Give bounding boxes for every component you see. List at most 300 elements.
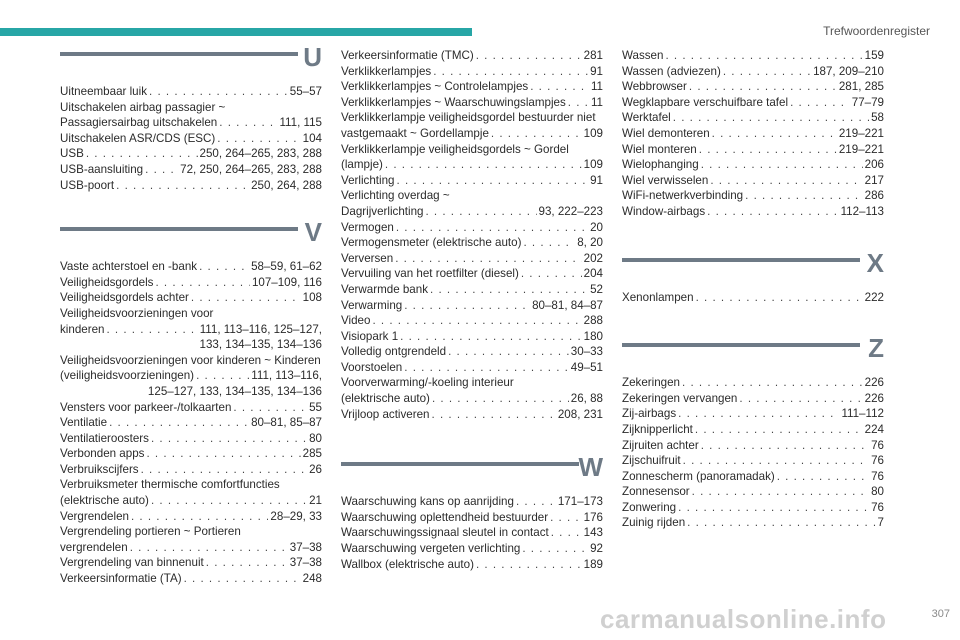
index-entry xyxy=(60,493,322,509)
section-letter: V xyxy=(304,217,322,248)
leader-dots xyxy=(396,220,588,236)
index-entry xyxy=(341,220,603,236)
index-entry xyxy=(622,453,884,469)
entry-term: Verlichting xyxy=(341,173,395,187)
section-W xyxy=(341,452,603,572)
entry-term: Zuinig rijden xyxy=(622,516,686,530)
index-column-2 xyxy=(341,48,603,602)
leader-dots xyxy=(130,540,288,556)
section-letter: W xyxy=(578,452,603,483)
entry-pages: 7 xyxy=(877,516,884,530)
page-number: 307 xyxy=(931,608,950,620)
section-header-U xyxy=(60,42,322,76)
index-entry xyxy=(622,391,884,407)
entry-term: kinderen xyxy=(60,322,105,336)
entry-list-V xyxy=(60,259,322,586)
leader-dots xyxy=(689,79,837,95)
leader-dots xyxy=(530,79,589,95)
leader-dots xyxy=(712,126,837,142)
entry-term: Vergrendeling van binnenuit xyxy=(60,556,204,570)
entry-pages: 37–38 xyxy=(289,540,322,554)
leader-dots xyxy=(219,115,277,131)
index-entry-line: Veiligheidsvoorzieningen voor xyxy=(60,306,214,320)
index-entry xyxy=(60,555,322,571)
leader-dots xyxy=(723,64,811,80)
entry-list-Z xyxy=(622,375,884,531)
leader-dots xyxy=(404,360,569,376)
entry-pages: 248 xyxy=(302,572,322,586)
section-rule xyxy=(622,258,860,262)
entry-pages: 111, 115 xyxy=(279,116,322,130)
entry-list-U xyxy=(60,84,322,193)
entry-list-W-cont xyxy=(622,48,884,220)
entry-pages: 219–221 xyxy=(838,142,884,156)
entry-term: Waarschuwing vergeten verlichting xyxy=(341,542,521,556)
index-entry xyxy=(60,259,322,275)
entry-term: Verwarming xyxy=(341,298,403,312)
entry-pages: 30–33 xyxy=(570,345,603,359)
entry-term: Wielophanging xyxy=(622,158,699,172)
entry-term: Zijschuifruit xyxy=(622,454,681,468)
leader-dots xyxy=(696,290,863,306)
index-entry xyxy=(60,146,322,162)
index-entry xyxy=(341,266,603,282)
index-entry xyxy=(60,431,322,447)
entry-term: Dagrijverlichting xyxy=(341,204,424,218)
leader-dots xyxy=(710,173,862,189)
entry-pages: 26 xyxy=(309,462,322,476)
section-U xyxy=(60,42,322,193)
index-entry xyxy=(341,173,603,189)
entry-term: Zijruiten achter xyxy=(622,438,699,452)
entry-pages: 171–173 xyxy=(557,495,603,509)
leader-dots xyxy=(425,204,536,220)
section-header-V xyxy=(60,217,322,251)
index-entry xyxy=(60,446,322,462)
leader-dots xyxy=(739,391,862,407)
entry-pages-continued: 133, 134–135, 134–136 xyxy=(199,338,322,352)
entry-pages: 108 xyxy=(302,291,322,305)
leader-dots xyxy=(476,557,582,573)
entry-term: Wiel monteren xyxy=(622,142,697,156)
index-entry xyxy=(622,110,884,126)
index-entry xyxy=(622,204,884,220)
entry-pages: 208, 231 xyxy=(557,407,603,421)
index-entry-line: Verlichting overdag ~ xyxy=(341,189,450,203)
leader-dots xyxy=(678,406,839,422)
entry-pages: 180 xyxy=(583,329,603,343)
entry-term: Wassen (adviezen) xyxy=(622,64,721,78)
leader-dots xyxy=(777,469,869,485)
entry-term: USB-poort xyxy=(60,178,115,192)
index-entry xyxy=(622,515,884,531)
leader-dots xyxy=(191,290,301,306)
section-Z xyxy=(622,333,884,531)
leader-dots xyxy=(516,494,556,510)
index-entry xyxy=(60,84,322,100)
index-entry xyxy=(60,131,322,147)
index-entry xyxy=(341,204,603,220)
leader-dots xyxy=(682,375,863,391)
entry-pages: 55–57 xyxy=(289,85,322,98)
index-entry xyxy=(341,79,603,95)
index-entry xyxy=(341,541,603,557)
leader-dots xyxy=(687,515,875,531)
leader-dots xyxy=(199,259,249,275)
index-entry xyxy=(60,400,322,416)
entry-term: Wiel verwisselen xyxy=(622,173,709,187)
entry-term: Video xyxy=(341,314,371,328)
entry-term: Verkeersinformatie (TMC) xyxy=(341,49,474,62)
leader-dots xyxy=(131,509,268,525)
index-entry xyxy=(622,375,884,391)
leader-dots xyxy=(701,157,863,173)
leader-dots xyxy=(491,126,582,142)
entry-term: Zekeringen xyxy=(622,376,681,390)
index-entry-line: Voorverwarming/-koeling interieur xyxy=(341,376,514,390)
entry-term: vastgemaakt ~ Gordellampje xyxy=(341,126,489,140)
index-entry xyxy=(622,126,884,142)
leader-dots xyxy=(184,571,301,587)
leader-dots xyxy=(692,484,869,500)
leader-dots xyxy=(196,368,249,384)
leader-dots xyxy=(673,110,869,126)
entry-pages: 77–79 xyxy=(851,95,884,109)
entry-term: Zonnesensor xyxy=(622,485,690,499)
entry-term: Voorstoelen xyxy=(341,360,403,374)
leader-dots xyxy=(683,453,869,469)
entry-pages: 58–59, 61–62 xyxy=(251,260,322,274)
entry-pages: 226 xyxy=(864,376,884,390)
index-entry xyxy=(341,48,603,64)
section-letter: X xyxy=(866,247,884,278)
entry-term: Uitschakelen ASR/CDS (ESC) xyxy=(60,131,216,145)
leader-dots xyxy=(155,275,249,291)
entry-pages: 112–113 xyxy=(840,204,884,218)
leader-dots xyxy=(432,391,569,407)
index-entry xyxy=(60,290,322,306)
entry-list-V-cont xyxy=(341,48,603,422)
entry-term: Vermogen xyxy=(341,220,394,234)
entry-pages: 72, 250, 264–265, 283, 288 xyxy=(180,162,322,176)
leader-dots xyxy=(790,95,850,111)
entry-term: Volledig ontgrendeld xyxy=(341,345,447,359)
entry-term: USB-aansluiting xyxy=(60,162,144,176)
entry-pages: 58 xyxy=(871,111,884,125)
index-entry xyxy=(341,329,603,345)
entry-pages: 80 xyxy=(309,431,322,445)
entry-term: Xenonlampen xyxy=(622,290,694,304)
entry-pages: 55 xyxy=(309,400,322,414)
entry-pages: 52 xyxy=(590,282,603,296)
entry-term: Webbrowser xyxy=(622,80,687,94)
entry-pages: 176 xyxy=(583,510,603,524)
leader-dots xyxy=(701,438,869,454)
index-entry xyxy=(622,422,884,438)
leader-dots xyxy=(432,407,556,423)
index-column-3 xyxy=(622,48,884,561)
leader-dots xyxy=(404,298,530,314)
entry-pages: 107–109, 116 xyxy=(251,275,322,289)
entry-term: Vaste achterstoel en -bank xyxy=(60,260,198,274)
entry-term: Vensters voor parkeer-/tolkaarten xyxy=(60,400,232,414)
index-entry xyxy=(60,415,322,431)
entry-pages: 76 xyxy=(871,454,884,468)
entry-term: Veiligheidsgordels xyxy=(60,275,154,289)
entry-term: Ventilatieroosters xyxy=(60,431,149,445)
watermark-logo: carmanualsonline.info xyxy=(600,604,887,634)
section-rule xyxy=(60,52,298,56)
section-rule xyxy=(60,227,298,231)
leader-dots xyxy=(86,146,198,162)
entry-term: (elektrische auto) xyxy=(341,392,430,406)
leader-dots xyxy=(695,422,863,438)
index-entry xyxy=(341,344,603,360)
entry-pages: 91 xyxy=(590,173,603,187)
entry-pages: 224 xyxy=(864,422,884,436)
entry-pages: 219–221 xyxy=(838,126,884,140)
section-V xyxy=(60,217,322,586)
index-entry xyxy=(341,298,603,314)
entry-pages: 111–112 xyxy=(841,407,884,421)
entry-term: Wiel demonteren xyxy=(622,126,710,140)
index-entry xyxy=(60,162,322,178)
entry-pages: 21 xyxy=(309,494,322,508)
section-W-cont xyxy=(622,48,884,220)
entry-pages: 20 xyxy=(590,220,603,234)
entry-term: vergrendelen xyxy=(60,540,128,554)
index-entry xyxy=(622,157,884,173)
entry-term: Waarschuwingssignaal sleutel in contact xyxy=(341,526,549,540)
section-letter: U xyxy=(303,42,322,72)
index-entry xyxy=(341,157,603,173)
entry-term: Waarschuwing oplettendheid bestuurder xyxy=(341,510,549,524)
index-column-1 xyxy=(60,42,322,617)
leader-dots xyxy=(433,64,588,80)
index-entry xyxy=(341,126,603,142)
entry-pages: 222 xyxy=(864,290,884,304)
leader-dots xyxy=(430,282,588,298)
entry-pages: 11 xyxy=(590,80,603,94)
index-entry xyxy=(622,188,884,204)
entry-term: WiFi-netwerkverbinding xyxy=(622,189,744,203)
section-X xyxy=(622,247,884,306)
index-entry xyxy=(622,290,884,306)
entry-term: Verkeersinformatie (TA) xyxy=(60,572,182,586)
leader-dots xyxy=(385,157,582,173)
index-entry xyxy=(60,540,322,556)
entry-term: Verklikkerlampjes ~ Waarschuwingslampjes xyxy=(341,95,566,109)
entry-pages: 76 xyxy=(871,469,884,483)
entry-term: Uitneembaar luik xyxy=(60,85,147,98)
index-entry xyxy=(341,407,603,423)
entry-term: Wassen xyxy=(622,49,664,62)
entry-term: Vermogensmeter (elektrische auto) xyxy=(341,236,522,250)
leader-dots xyxy=(665,48,862,64)
index-entry xyxy=(341,282,603,298)
entry-pages-continued: 125–127, 133, 134–135, 134–136 xyxy=(147,384,322,398)
entry-term: Werktafel xyxy=(622,111,671,125)
entry-term: Ventilatie xyxy=(60,416,108,430)
index-entry xyxy=(60,509,322,525)
leader-dots xyxy=(397,173,589,189)
entry-pages: 37–38 xyxy=(289,556,322,570)
entry-pages: 76 xyxy=(871,438,884,452)
index-entry-line: Uitschakelen airbag passagier ~ xyxy=(60,100,226,114)
index-entry xyxy=(622,142,884,158)
index-entry xyxy=(622,173,884,189)
leader-dots xyxy=(217,131,300,147)
entry-pages: 189 xyxy=(583,557,603,571)
entry-pages: 104 xyxy=(302,131,322,145)
index-entry-line: Verklikkerlampje veiligheidsgordels ~ Gordel xyxy=(341,142,569,156)
entry-term: Veiligheidsgordels achter xyxy=(60,291,189,305)
entry-pages: 286 xyxy=(864,189,884,203)
entry-pages: 26, 88 xyxy=(570,392,603,406)
index-entry xyxy=(341,510,603,526)
index-entry xyxy=(341,525,603,541)
entry-list-W xyxy=(341,494,603,572)
leader-dots xyxy=(141,462,307,478)
leader-dots xyxy=(568,95,589,111)
entry-pages: 8, 20 xyxy=(577,236,603,250)
index-entry xyxy=(341,360,603,376)
index-entry xyxy=(341,235,603,251)
entry-term: Vergrendelen xyxy=(60,509,129,523)
index-entry xyxy=(622,64,884,80)
entry-pages: 49–51 xyxy=(570,360,603,374)
entry-term: Verklikkerlampjes ~ Controlelampjes xyxy=(341,80,529,94)
leader-dots xyxy=(395,251,581,267)
entry-pages: 111, 113–116, 125–127, xyxy=(199,322,322,336)
index-entry xyxy=(60,322,322,338)
page-header-title: Trefwoordenregister xyxy=(823,24,930,38)
index-entry xyxy=(622,79,884,95)
leader-dots xyxy=(372,313,581,329)
leader-dots xyxy=(151,431,307,447)
entry-pages: 226 xyxy=(864,391,884,405)
index-entry-line: Verklikkerlampje veiligheidsgordel bestuurder niet xyxy=(341,111,596,125)
index-entry xyxy=(622,484,884,500)
index-entry xyxy=(341,391,603,407)
entry-pages: 281, 285 xyxy=(838,80,884,94)
entry-term: Wallbox (elektrische auto) xyxy=(341,557,474,571)
leader-dots xyxy=(145,162,178,178)
entry-term: Zonnescherm (panoramadak) xyxy=(622,469,775,483)
index-entry xyxy=(341,95,603,111)
entry-term: Verwarmde bank xyxy=(341,282,428,296)
section-header-Z xyxy=(622,333,884,367)
entry-pages: 80–81, 85–87 xyxy=(251,416,322,430)
leader-dots xyxy=(109,415,249,431)
leader-dots xyxy=(146,446,300,462)
leader-dots xyxy=(448,344,569,360)
leader-dots xyxy=(106,322,197,338)
index-entry xyxy=(341,557,603,573)
entry-pages: 204 xyxy=(583,267,603,281)
entry-pages: 11 xyxy=(590,95,603,109)
entry-pages: 91 xyxy=(590,64,603,78)
section-rule xyxy=(622,343,860,347)
entry-term: Verklikkerlampjes xyxy=(341,64,432,78)
index-entry xyxy=(341,251,603,267)
leader-dots xyxy=(116,178,249,194)
section-header-X xyxy=(622,247,884,282)
index-entry xyxy=(60,368,322,384)
leader-dots xyxy=(400,329,582,345)
entry-term: Window-airbags xyxy=(622,204,706,218)
entry-pages: 288 xyxy=(583,314,603,328)
entry-term: Zekeringen vervangen xyxy=(622,391,738,405)
leader-dots xyxy=(206,555,288,571)
entry-pages: 143 xyxy=(583,526,603,540)
index-entry xyxy=(622,48,884,64)
index-entry xyxy=(60,115,322,131)
entry-term: Verversen xyxy=(341,251,394,265)
leader-dots xyxy=(151,493,307,509)
leader-dots xyxy=(707,204,838,220)
entry-pages: 250, 264–265, 283, 288 xyxy=(199,147,322,161)
section-header-W xyxy=(341,452,603,486)
leader-dots xyxy=(523,235,575,251)
entry-pages: 80 xyxy=(871,485,884,499)
entry-term: USB xyxy=(60,147,84,161)
entry-term: (veiligheidsvoorzieningen) xyxy=(60,369,195,383)
leader-dots xyxy=(522,541,588,557)
leader-dots xyxy=(550,510,582,526)
entry-pages: 93, 222–223 xyxy=(538,204,603,218)
entry-term: Waarschuwing kans op aanrijding xyxy=(341,495,514,509)
entry-list-X xyxy=(622,290,884,306)
section-letter: Z xyxy=(868,333,884,364)
index-entry xyxy=(341,64,603,80)
index-entry xyxy=(60,462,322,478)
index-entry xyxy=(622,406,884,422)
leader-dots xyxy=(149,84,288,100)
leader-dots xyxy=(699,142,837,158)
entry-term: Visiopark 1 xyxy=(341,329,399,343)
entry-pages: 109 xyxy=(583,158,603,172)
index-entry xyxy=(60,275,322,291)
index-entry xyxy=(341,313,603,329)
index-entry xyxy=(622,438,884,454)
entry-pages: 217 xyxy=(864,173,884,187)
entry-pages: 76 xyxy=(871,500,884,514)
leader-dots xyxy=(551,525,582,541)
index-entry xyxy=(341,494,603,510)
section-V-cont xyxy=(341,48,603,422)
leader-dots xyxy=(521,266,582,282)
entry-term: Zij-airbags xyxy=(622,407,677,421)
entry-pages: 187, 209–210 xyxy=(813,64,884,78)
entry-term: Verbonden apps xyxy=(60,447,145,461)
entry-pages: 111, 113–116, xyxy=(251,369,322,383)
entry-pages: 206 xyxy=(864,158,884,172)
index-entry xyxy=(622,469,884,485)
index-entry-line: Verbruiksmeter thermische comfortfuncties xyxy=(60,478,280,492)
leader-dots xyxy=(678,500,869,516)
entry-pages: 92 xyxy=(590,542,603,556)
index-entry xyxy=(60,571,322,587)
entry-term: Vrijloop activeren xyxy=(341,407,430,421)
index-entry xyxy=(622,500,884,516)
entry-pages: 159 xyxy=(864,49,884,62)
index-entry xyxy=(60,178,322,194)
entry-term: Vervuiling van het roetfilter (diesel) xyxy=(341,267,519,281)
header-accent-bar xyxy=(0,28,472,36)
entry-term: (elektrische auto) xyxy=(60,494,149,508)
leader-dots xyxy=(476,48,582,64)
